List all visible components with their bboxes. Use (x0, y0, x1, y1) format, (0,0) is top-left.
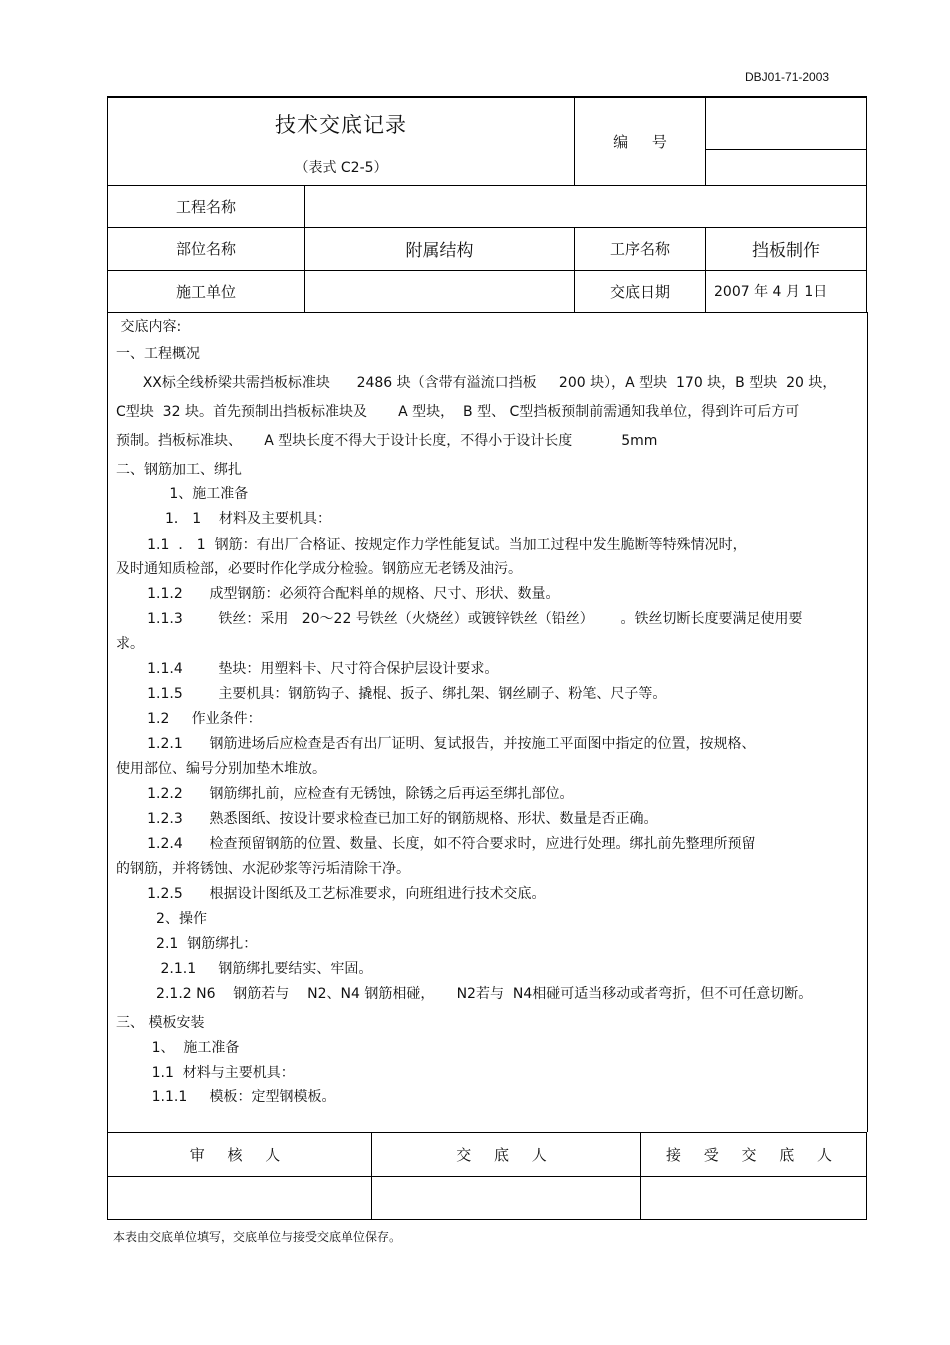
signature-table (107, 1132, 867, 1220)
part-name-label: 部位名称 (108, 227, 305, 270)
construction-unit-label: 施工单位 (108, 270, 305, 312)
content-line: 的钢筋，并将锈蚀、水泥砂浆等污垢清除干净。 (116, 861, 410, 877)
content-line: 1.2 作业条件： (116, 711, 262, 727)
content-line: 二、钢筋加工、绑扎 (116, 462, 242, 478)
content-line: 1.1.4 垫块：用塑料卡、尺寸符合保护层设计要求。 (116, 661, 499, 677)
disclosure-content (107, 312, 868, 1132)
construction-unit-value[interactable] (305, 270, 575, 312)
discloser-label: 交 底 人 (372, 1133, 641, 1177)
discloser-signature[interactable] (372, 1177, 641, 1220)
document-code: DBJ01-71-2003 (745, 70, 830, 84)
form-title: 技术交底记录 (275, 113, 407, 138)
content-line: 1.1 ． 1 钢筋：有出厂合格证、按规定作力学性能复试。当加工过程中发生脆断等特殊情况时， (116, 537, 747, 553)
content-line: 1.1.2 成型钢筋：必须符合配料单的规格、尺寸、形状、数量。 (116, 586, 560, 602)
number-label: 编 号 (575, 97, 706, 185)
content-line: 1.1.3 铁丝：采用 20～22 号铁丝（火烧丝）或镀锌铁丝（铅丝） 。铁丝切断长度要满足使用要 (116, 611, 803, 627)
content-line: 2.1.1 钢筋绑扎要结实、牢固。 (116, 961, 373, 977)
project-name-label: 工程名称 (108, 185, 305, 227)
title-cell (108, 97, 575, 185)
footer-note: 本表由交底单位填写，交底单位与接受交底单位保存。 (113, 1230, 402, 1244)
content-line: 1、施工准备 (116, 486, 249, 502)
process-name-label: 工序名称 (575, 227, 706, 270)
receiver-label: 接 受 交 底 人 (641, 1133, 867, 1177)
number-value-cell-1[interactable] (706, 97, 867, 149)
date-label: 交底日期 (575, 270, 706, 312)
content-line: 1、 施工准备 (116, 1040, 240, 1056)
content-line: 交底内容: (116, 319, 182, 335)
content-line: 2.1.2 N6 钢筋若与 N2、N4 钢筋相碰， N2若与 N4相碰可适当移动或者弯折，但不可任意切断。 (116, 986, 813, 1002)
content-line: 2、操作 (116, 911, 207, 927)
content-line: 2.1 钢筋绑扎： (116, 936, 258, 952)
content-line: 三、 模板安装 (116, 1015, 205, 1031)
content-line: 1.2.1 钢筋进场后应检查是否有出厂证明、复试报告，并按施工平面图中指定的位置，按规格、 (116, 736, 756, 752)
content-line: 1.1 材料与主要机具： (116, 1065, 295, 1081)
content-line: 预制。挡板标准块、 A 型块长度不得大于设计长度，不得小于设计长度 5mm (116, 433, 658, 449)
project-name-value[interactable] (305, 185, 867, 227)
content-line: 使用部位、编号分别加垫木堆放。 (116, 761, 326, 777)
header-form-table (107, 96, 867, 313)
content-line: 一、工程概况 (116, 346, 200, 362)
reviewer-label: 审 核 人 (108, 1133, 372, 1177)
content-line: 1.2.5 根据设计图纸及工艺标准要求，向班组进行技术交底。 (116, 886, 546, 902)
content-line: C型块 32 块。首先预制出挡板标准块及 A 型块， B 型、 C型挡板预制前需通知我单位，得到许可后方可 (116, 404, 800, 420)
content-line: 1.1.5 主要机具：钢筋钩子、撬棍、扳子、绑扎架、钢丝刷子、粉笔、尺子等。 (116, 686, 667, 702)
reviewer-signature[interactable] (108, 1177, 372, 1220)
receiver-signature[interactable] (641, 1177, 867, 1220)
process-name-value[interactable]: 挡板制作 (706, 227, 867, 270)
content-line: 1.2.2 钢筋绑扎前，应检查有无锈蚀，除锈之后再运至绑扎部位。 (116, 786, 574, 802)
content-line: 1.2.4 检查预留钢筋的位置、数量、长度，如不符合要求时，应进行处理。绑扎前先整理所预留 (116, 836, 756, 852)
part-name-value[interactable]: 附属结构 (305, 227, 575, 270)
date-value[interactable]: 2007 年 4 月 1日 (706, 270, 867, 312)
content-line: 1.2.3 熟悉图纸、按设计要求检查已加工好的钢筋规格、形状、数量是否正确。 (116, 811, 658, 827)
content-line: XX标全线桥梁共需挡板标准块 2486 块（含带有溢流口挡板 200 块），A 型块 170 块，B 型块 20 块， (116, 375, 837, 391)
form-subtitle: （表式 C2-5） (294, 160, 388, 177)
number-value-cell-2[interactable] (706, 149, 867, 185)
content-line: 及时通知质检部，必要时作化学成分检验。钢筋应无老锈及油污。 (116, 561, 522, 577)
content-line: 1.1.1 模板：定型钢模板。 (116, 1089, 336, 1105)
content-line: 1． 1 材料及主要机具： (116, 511, 332, 527)
content-line: 求。 (116, 636, 144, 652)
